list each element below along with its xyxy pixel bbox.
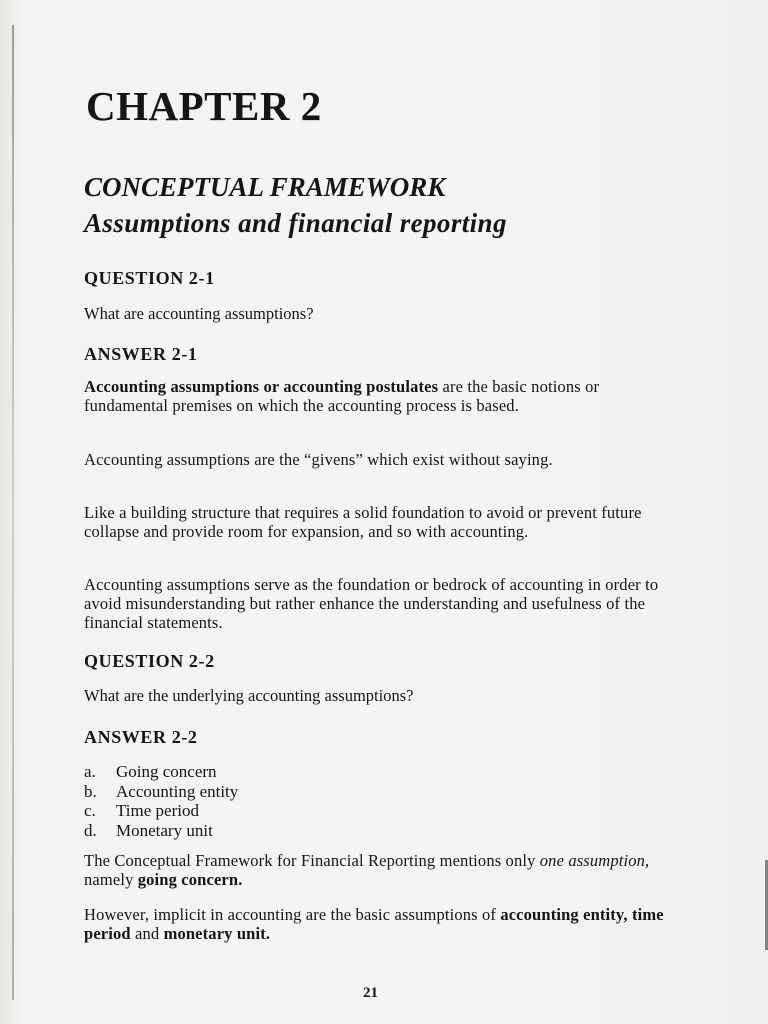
list-item (84, 801, 238, 821)
answer-2-2-paragraph-1-mid: namely (84, 870, 138, 889)
list-item-letter: d. (84, 820, 97, 840)
term-monetary-unit: monetary unit. (163, 924, 271, 943)
answer-2-1-heading: ANSWER 2-1 (84, 344, 198, 364)
list-item (84, 762, 238, 782)
chapter-title: CONCEPTUAL FRAMEWORK (84, 172, 446, 202)
answer-2-1-paragraph-3: Like a building structure that requires a solid foundation to avoid or prevent future collapse and provide room for expansion, and so with accounting. (84, 503, 642, 541)
question-2-2-text: What are the underlying accounting assumptions? (84, 686, 414, 705)
list-item (84, 821, 238, 841)
list-item-text: Monetary unit (116, 820, 213, 840)
chapter-subtitle: Assumptions and financial reporting (84, 208, 507, 238)
answer-2-2-paragraph-1-start: The Conceptual Framework for Financial Reporting mentions only (84, 851, 540, 870)
page-number: 21 (363, 985, 378, 1001)
term-entity-time-period: accounting entity, time period (84, 905, 664, 943)
answer-2-2-paragraph-1 (84, 851, 664, 889)
list-item-text: Going concern (116, 762, 217, 781)
list-item-text: Time period (116, 801, 199, 820)
answer-2-1-paragraph-1 (84, 377, 664, 415)
chapter-heading: CHAPTER 2 (86, 83, 322, 129)
assumptions-list (84, 762, 238, 840)
question-2-2-heading: QUESTION 2-2 (84, 651, 215, 671)
term-one-assumption: one assumption, (539, 851, 650, 870)
answer-2-2-paragraph-2-mid: and (130, 924, 164, 943)
list-item-text: Accounting entity (116, 781, 239, 801)
answer-2-2-heading: ANSWER 2-2 (84, 727, 198, 747)
list-item (84, 782, 238, 802)
binding-shadow (12, 25, 14, 1000)
term-accounting-assumptions: Accounting assumptions or accounting postulates (84, 377, 439, 396)
list-item-letter: c. (84, 801, 96, 820)
answer-2-2-paragraph-2 (84, 905, 664, 943)
answer-2-2-paragraph-2-start: However, implicit in accounting are the basic assumptions of (84, 905, 501, 924)
question-2-1-heading: QUESTION 2-1 (84, 268, 215, 288)
term-going-concern: going concern. (137, 870, 243, 889)
question-2-1-text: What are accounting assumptions? (84, 304, 314, 323)
answer-2-1-paragraph-4: Accounting assumptions serve as the foundation or bedrock of accounting in order to avoid misunderstanding but rather enhance the understanding and usefulness of the financial statements. (84, 575, 659, 632)
answer-2-1-paragraph-1-rest: are the basic notions or fundamental premises on which the accounting process is based. (84, 377, 600, 415)
list-item-letter: a. (84, 762, 96, 781)
answer-2-1-paragraph-2: Accounting assumptions are the “givens” which exist without saying. (84, 450, 553, 469)
list-item-letter: b. (84, 781, 97, 801)
